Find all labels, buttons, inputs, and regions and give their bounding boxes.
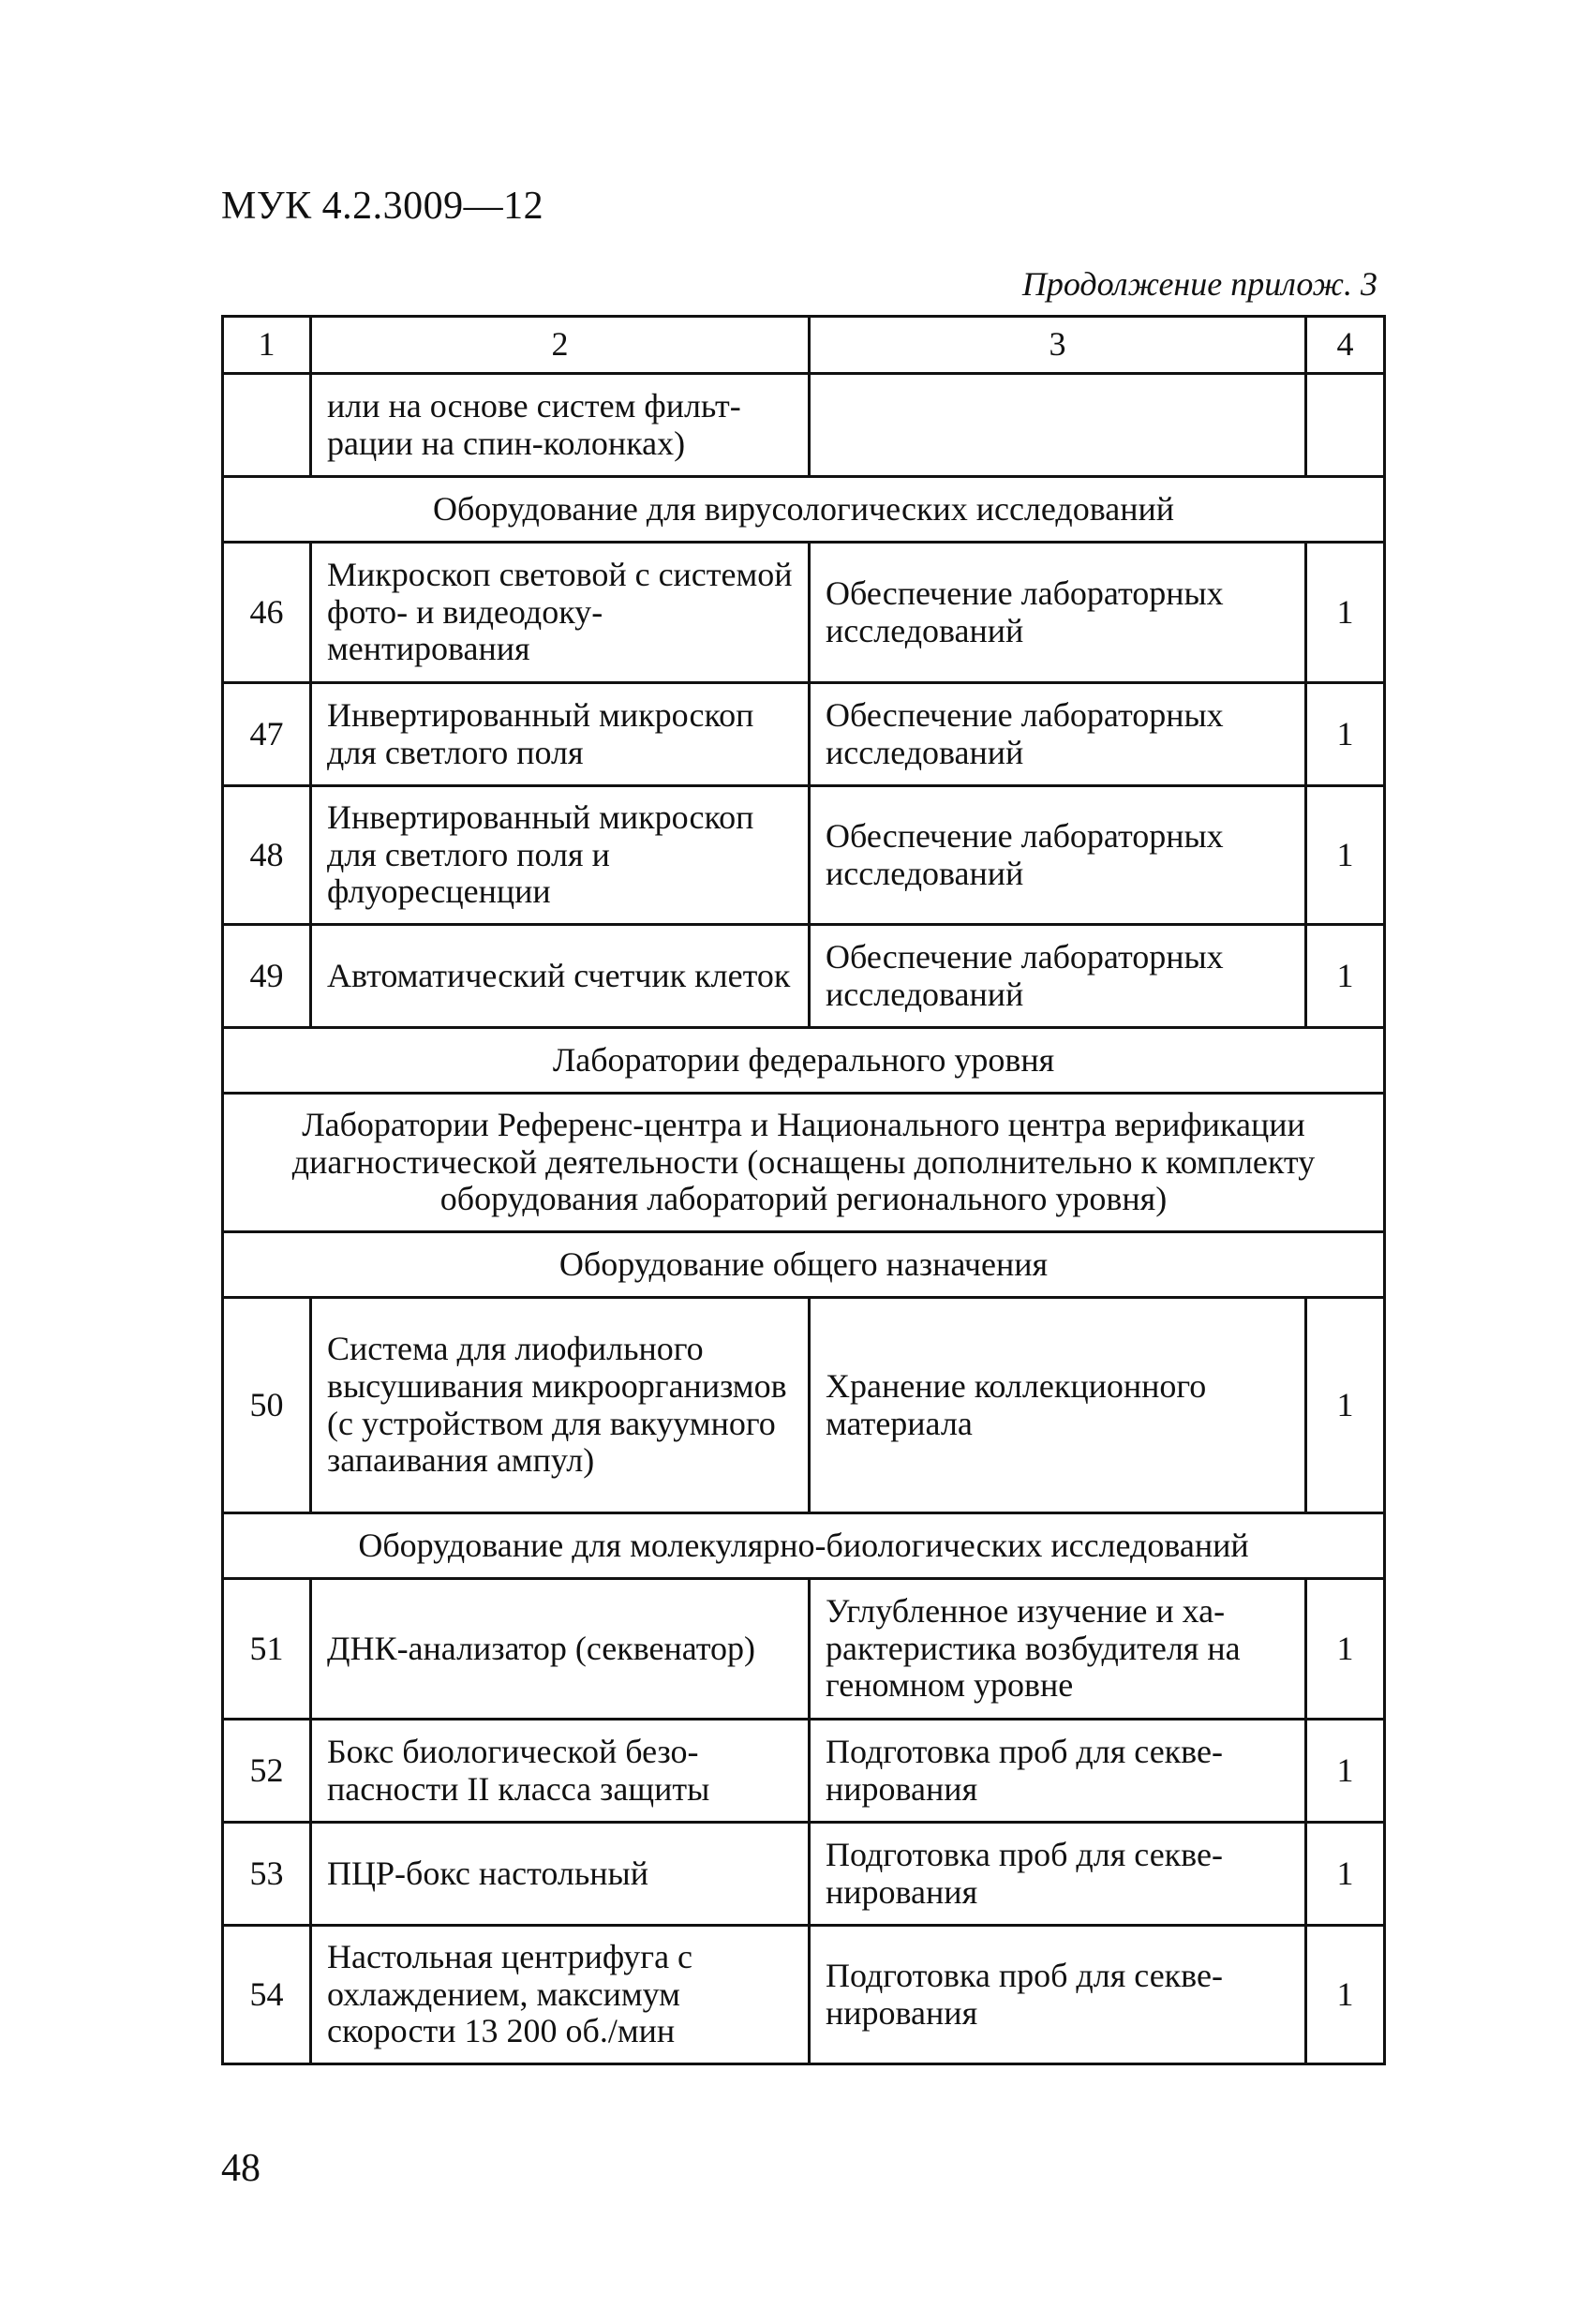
table-header-row (223, 317, 1385, 374)
row-purpose-cell: Подготовка проб для секвенирования (810, 1823, 1306, 1926)
table-row (223, 1926, 1385, 2064)
row-qty-cell: 1 (1306, 925, 1385, 1028)
column-header-4: 4 (1306, 317, 1385, 374)
row-name-cell: ДНК-анализатор (секвенатор) (311, 1579, 810, 1720)
table-row (223, 1298, 1385, 1513)
row-name-cell: Инвертированный микроскоп для светлого поля (311, 683, 810, 786)
row-purpose-cell: Обеспечение лабораторных исследований (810, 786, 1306, 925)
row-qty-cell: 1 (1306, 1298, 1385, 1513)
row-qty-cell: 1 (1306, 683, 1385, 786)
row-number-cell: 47 (223, 683, 311, 786)
row-purpose-cell: Подготовка проб для секвенирования (810, 1720, 1306, 1823)
section-row (223, 1028, 1385, 1094)
table-row (223, 543, 1385, 683)
section-row (223, 1094, 1385, 1232)
table-row (223, 374, 1385, 477)
row-purpose-cell: Обеспечение лабораторных исследований (810, 683, 1306, 786)
table-row (223, 1720, 1385, 1823)
row-name-cell: Система для лиофильного высушивания микроорганизмов (с устройством для вакуумного запаивания ампул) (311, 1298, 810, 1513)
row-purpose-cell: Хранение коллекционного материала (810, 1298, 1306, 1513)
section-virology: Оборудование для вирусологических исследований (223, 477, 1385, 543)
row-name-cell: Инвертированный микроскоп для светлого поля и флуоресценции (311, 786, 810, 925)
row-name-cell: ПЦР-бокс настольный (311, 1823, 810, 1926)
row-qty-cell (1306, 374, 1385, 477)
page-number: 48 (221, 2147, 261, 2190)
section-reference: Лаборатории Референс-центра и Национального центра верификации диагностической деятельности (оснащены дополнительно к комплекту оборудования лабораторий регионального уровня) (223, 1094, 1385, 1232)
row-number-cell: 50 (223, 1298, 311, 1513)
row-number-cell: 49 (223, 925, 311, 1028)
table-row (223, 1579, 1385, 1720)
document-code: МУК 4.2.3009—12 (221, 185, 544, 228)
row-qty-cell: 1 (1306, 1720, 1385, 1823)
table-row (223, 683, 1385, 786)
row-qty-cell: 1 (1306, 543, 1385, 683)
table-row (223, 1823, 1385, 1926)
row-number-cell: 46 (223, 543, 311, 683)
column-header-3: 3 (810, 317, 1306, 374)
row-number-cell: 54 (223, 1926, 311, 2064)
row-purpose-cell: Обеспечение лабораторных исследований (810, 543, 1306, 683)
table-row (223, 925, 1385, 1028)
section-molecular: Оборудование для молекулярно-биологических исследований (223, 1513, 1385, 1579)
section-general: Оборудование общего назначения (223, 1232, 1385, 1298)
row-number-cell: 48 (223, 786, 311, 925)
section-row (223, 477, 1385, 543)
row-number-cell (223, 374, 311, 477)
section-row (223, 1232, 1385, 1298)
row-number-cell: 52 (223, 1720, 311, 1823)
row-number-cell: 53 (223, 1823, 311, 1926)
row-qty-cell: 1 (1306, 786, 1385, 925)
row-name-cell: Бокс биологической безопасности II класса защиты (311, 1720, 810, 1823)
continuation-note: Продолжение прилож. 3 (1021, 265, 1377, 303)
row-qty-cell: 1 (1306, 1926, 1385, 2064)
row-number-cell: 51 (223, 1579, 311, 1720)
table-row (223, 786, 1385, 925)
row-purpose-cell: Углубленное изучение и характеристика возбудителя на геномном уровне (810, 1579, 1306, 1720)
row-purpose-cell: Обеспечение лабораторных исследований (810, 925, 1306, 1028)
section-row (223, 1513, 1385, 1579)
equipment-table (221, 315, 1386, 2065)
row-name-cell: Микроскоп световой с системой фото- и видеодокументирования (311, 543, 810, 683)
row-name-cell: Автоматический счетчик клеток (311, 925, 810, 1028)
section-federal: Лаборатории федерального уровня (223, 1028, 1385, 1094)
row-qty-cell: 1 (1306, 1823, 1385, 1926)
row-purpose-cell (810, 374, 1306, 477)
row-name-cell: Настольная центрифуга с охлаждением, максимум скорости 13 200 об./мин (311, 1926, 810, 2064)
row-name-cell: или на основе систем фильтрации на спин-колонках) (311, 374, 810, 477)
column-header-1: 1 (223, 317, 311, 374)
row-qty-cell: 1 (1306, 1579, 1385, 1720)
column-header-2: 2 (311, 317, 810, 374)
row-purpose-cell: Подготовка проб для секвенирования (810, 1926, 1306, 2064)
